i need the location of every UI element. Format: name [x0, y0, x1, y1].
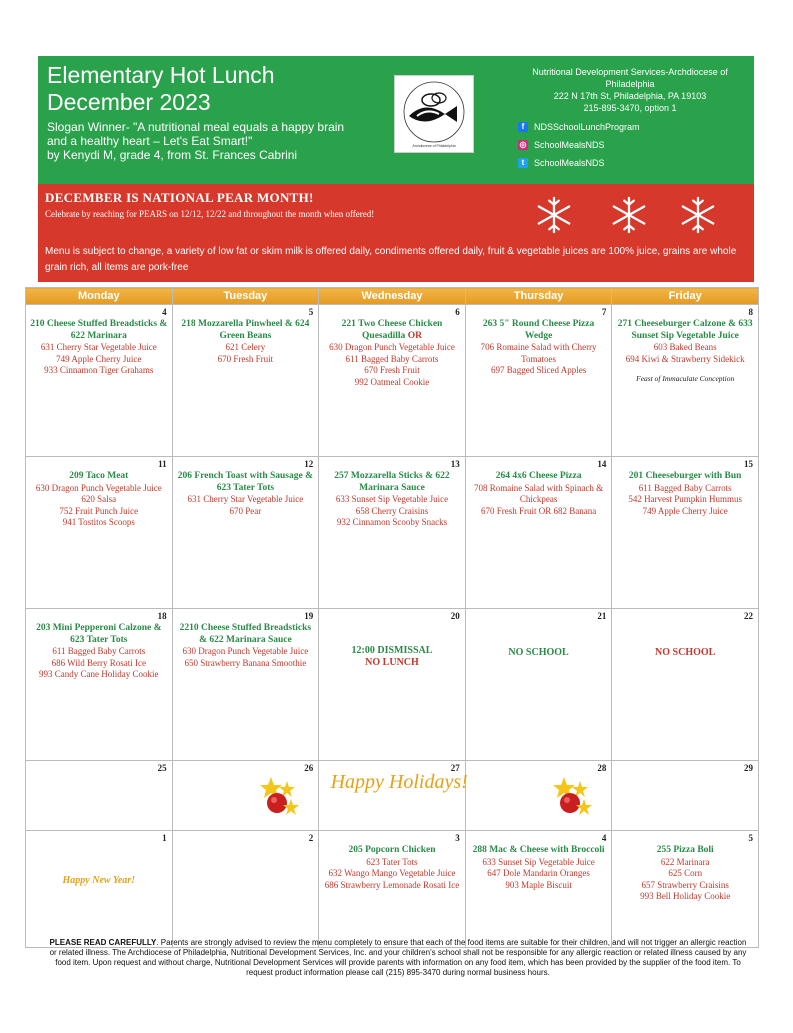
day-cell — [172, 609, 319, 761]
entree-or: OR — [407, 330, 422, 341]
day-number: 21 — [597, 611, 607, 621]
day-number: 4 — [162, 307, 167, 317]
day-number: 15 — [744, 459, 753, 469]
happy-holidays-text: Happy Holidays! — [330, 771, 468, 793]
side-item: 611 Bagged Baby Carrots — [345, 353, 439, 364]
ornament-icon — [550, 775, 592, 817]
day-cell — [319, 761, 466, 831]
day-cell — [26, 457, 173, 609]
side-item: 686 Wild Berry Rosati Ice — [51, 657, 147, 668]
dismissal-notice: 12:00 DISMISSAL — [351, 645, 433, 656]
header-banner — [38, 56, 754, 184]
day-header-monday: Monday — [26, 288, 173, 305]
banner-subtitle: Celebrate by reaching for PEARS on 12/12, 12/22 and throughout the month when offered! — [45, 209, 375, 219]
day-number: 4 — [601, 833, 607, 843]
side-item: 542 Harvest Pumpkin Hummus — [628, 494, 743, 504]
day-number: 7 — [601, 307, 607, 317]
org-name: Nutritional Development Services-Archdiocese of Philadelphia — [532, 67, 728, 89]
entree: 201 Cheeseburger with Bun — [628, 471, 742, 481]
pear-month-banner — [38, 184, 754, 282]
facebook-handle: NDSSchoolLunchProgram — [534, 122, 640, 132]
day-cell — [172, 305, 319, 457]
day-header-friday: Friday — [612, 288, 759, 305]
side-item: 623 Tater Tots — [366, 856, 418, 867]
side-item: 697 Bagged Sliced Apples — [490, 365, 587, 375]
entree: 264 4x6 Cheese Pizza — [495, 471, 582, 481]
side-item: 903 Maple Biscuit — [505, 879, 572, 890]
slogan-author: by Kenydi M, grade 4, from St. Frances Cabrini — [47, 148, 298, 162]
week-row — [26, 831, 759, 948]
no-school-notice: NO SCHOOL — [655, 647, 716, 658]
side-item: 630 Dragon Punch Vegetable Juice — [329, 342, 455, 352]
side-item: 620 Salsa — [81, 494, 117, 504]
side-item: 633 Sunset Sip Vegetable Juice — [335, 494, 449, 504]
twitter-icon: t — [518, 158, 528, 168]
no-school-notice: NO SCHOOL — [508, 647, 569, 658]
side-item: 993 Candy Cane Holiday Cookie — [39, 669, 159, 679]
day-cell — [319, 457, 466, 609]
entree: 271 Cheeseburger Calzone & 633 Sunset Sip Vegetable Juice — [617, 319, 753, 341]
day-number: 26 — [304, 763, 314, 773]
day-cell — [172, 457, 319, 609]
day-header-tuesday: Tuesday — [172, 288, 319, 305]
slogan-text: Slogan Winner- "A nutritional meal equals a happy brain and a healthy heart – Let's Eat Smart!" — [47, 120, 345, 148]
ornament-icon — [257, 775, 299, 817]
entree: 203 Mini Pepperoni Calzone & 623 Tater Tots — [36, 623, 162, 645]
side-item: 603 Baked Beans — [653, 342, 717, 352]
facebook-link[interactable] — [518, 118, 748, 136]
entree: 218 Mozzarella Pinwheel & 624 Green Beans — [181, 319, 310, 341]
side-item: 941 Tostitos Scoops — [62, 517, 135, 527]
org-address: 222 N 17th St, Philadelphia, PA 19103 — [553, 91, 707, 101]
twitter-link[interactable] — [518, 154, 748, 172]
day-number: 27 — [450, 763, 460, 773]
day-cell — [465, 761, 612, 831]
entree: 205 Popcorn Chicken — [348, 845, 436, 855]
entree — [323, 319, 461, 342]
side-item: 992 Oatmeal Cookie — [354, 376, 430, 387]
side-item: 631 Cherry Star Vegetable Juice — [40, 342, 157, 352]
day-number: 13 — [450, 459, 460, 469]
side-item: 670 Fresh Fruit OR 682 Banana — [480, 505, 597, 516]
day-number: 1 — [162, 833, 167, 843]
disclaimer — [48, 938, 748, 978]
instagram-handle: SchoolMealsNDS — [534, 140, 605, 150]
day-cell — [465, 609, 612, 761]
day-cell — [319, 305, 466, 457]
side-item: 625 Corn — [668, 868, 703, 878]
fish-logo-icon — [395, 76, 473, 152]
entree: 209 Taco Meat — [69, 471, 129, 481]
week-row — [26, 457, 759, 609]
day-number: 8 — [748, 307, 753, 317]
side-item: 630 Dragon Punch Vegetable Juice — [182, 646, 309, 656]
side-item: 993 Bell Holiday Cookie — [640, 891, 731, 901]
side-item: 749 Apple Cherry Juice — [56, 353, 142, 364]
side-item: 708 Romaine Salad with Spinach & Chickpeas — [473, 482, 604, 504]
side-item: 611 Bagged Baby Carrots — [638, 482, 732, 493]
side-item: 752 Fruit Punch Juice — [59, 505, 139, 516]
holiday-week-row — [26, 761, 759, 831]
banner-title: DECEMBER IS NATIONAL PEAR MONTH! — [45, 190, 314, 205]
day-number: 14 — [597, 459, 607, 469]
side-item: 694 Kiwi & Strawberry Sidekick — [625, 353, 745, 364]
happy-new-year-text: Happy New Year! — [62, 875, 136, 886]
side-item: 670 Fresh Fruit — [364, 365, 420, 375]
day-cell — [612, 457, 759, 609]
entree: 210 Cheese Stuffed Breadsticks & 622 Marinara — [30, 319, 168, 341]
entree: 206 French Toast with Sausage & 623 Tater Tots — [177, 471, 313, 493]
side-item: 647 Dole Mandarin Oranges — [487, 868, 590, 878]
title-line-2: December 2023 — [47, 89, 211, 115]
side-item: 622 Marinara — [660, 856, 710, 867]
day-header-thursday: Thursday — [465, 288, 612, 305]
twitter-handle: SchoolMealsNDS — [534, 158, 605, 168]
feast-note: Feast of Immaculate Conception — [636, 374, 735, 383]
side-item: 932 Cinnamon Scooby Snacks — [336, 517, 448, 527]
day-number: 11 — [158, 459, 167, 469]
side-item: 611 Bagged Baby Carrots — [52, 646, 146, 656]
day-number: 20 — [450, 611, 460, 621]
entree: 2210 Cheese Stuffed Breadsticks & 622 Marinara Sauce — [179, 623, 312, 645]
side-item: 621 Celery — [225, 342, 266, 352]
day-number: 29 — [744, 763, 753, 773]
social-links — [518, 118, 748, 180]
day-number: 2 — [308, 833, 314, 843]
day-cell — [612, 305, 759, 457]
menu-note: Menu is subject to change, a variety of low fat or skim milk is offered daily, condiments offered daily, fruit & vegetable juices are 100% juice, grains are whole grain rich, all items are pork-free — [45, 246, 737, 273]
title-line-1: Elementary Hot Lunch — [47, 62, 275, 88]
day-number: 5 — [748, 833, 753, 843]
instagram-link[interactable] — [518, 136, 748, 154]
side-item: 933 Cinnamon Tiger Grahams — [44, 365, 154, 375]
day-number: 5 — [308, 307, 314, 317]
entree: 255 Pizza Boli — [656, 845, 714, 855]
side-item: 657 Strawberry Craisins — [641, 879, 729, 890]
day-cell — [319, 831, 466, 948]
entree: 257 Mozzarella Sticks & 622 Marinara Sauce — [334, 471, 450, 493]
day-number: 6 — [455, 307, 460, 317]
page-title — [47, 62, 275, 116]
slogan — [47, 120, 367, 162]
day-header-wednesday: Wednesday — [319, 288, 466, 305]
day-number: 19 — [304, 611, 314, 621]
entree-text: 221 Two Cheese Chicken Quesadilla — [341, 319, 443, 341]
side-item: 632 Wango Mango Vegetable Juice — [328, 868, 456, 878]
day-number: 12 — [304, 459, 314, 469]
snowflake-icon — [679, 196, 717, 234]
day-cell — [26, 609, 173, 761]
day-cell — [172, 831, 319, 948]
day-cell — [465, 457, 612, 609]
week-row — [26, 305, 759, 457]
org-info — [512, 66, 748, 114]
side-item: 670 Pear — [229, 505, 262, 516]
day-number: 18 — [157, 611, 167, 621]
facebook-icon: f — [518, 122, 528, 132]
day-cell — [612, 761, 759, 831]
day-cell — [319, 609, 466, 761]
disclaimer-lead: PLEASE READ CAREFULLY — [49, 938, 157, 947]
day-number: 28 — [597, 763, 607, 773]
day-cell — [26, 761, 173, 831]
day-cell — [465, 831, 612, 948]
side-item: 686 Strawberry Lemonade Rosati Ice — [324, 879, 460, 890]
side-item: 658 Cherry Craisins — [355, 505, 429, 516]
day-cell — [26, 831, 173, 948]
side-item: 706 Romaine Salad with Cherry Tomatoes — [480, 342, 597, 364]
side-item: 630 Dragon Punch Vegetable Juice — [35, 482, 162, 493]
snowflake-icon — [610, 196, 648, 234]
entree: 288 Mac & Cheese with Broccoli — [472, 845, 605, 855]
weekday-header-row — [26, 288, 759, 305]
side-item: 631 Cherry Star Vegetable Juice — [187, 494, 304, 504]
day-cell — [172, 761, 319, 831]
side-item: 749 Apple Cherry Juice — [642, 505, 728, 516]
side-item: 670 Fresh Fruit — [217, 353, 274, 364]
no-lunch-notice: NO LUNCH — [365, 656, 419, 668]
menu-calendar — [25, 287, 759, 948]
instagram-icon: ◎ — [519, 140, 527, 149]
day-cell — [465, 305, 612, 457]
day-cell — [26, 305, 173, 457]
side-item: 650 Strawberry Banana Smoothie — [184, 657, 307, 668]
day-cell — [612, 831, 759, 948]
snowflake-icon — [535, 196, 573, 234]
entree: 263 5" Round Cheese Pizza Wedge — [482, 319, 595, 341]
side-item: 633 Sunset Sip Vegetable Juice — [482, 856, 595, 867]
disclaimer-text: . Parents are strongly advised to review the menu completely to ensure that each of the food items are suitable for their children, and will not trigger an allergic reaction or related illness. The Archdiocese of Philadelphia, Nutritional Development Services, Inc. and your children's school shall not be responsible for any allergic reaction or related illness caused by any food item. Upon request and without charge, Nutritional Development Services will provide parents with information on any food item, which has been provided by the supplier of the food item. To request product information please call (215) 895-3470 during normal business hours. — [49, 938, 747, 977]
day-number: 3 — [455, 833, 460, 843]
day-cell — [612, 609, 759, 761]
org-phone: 215-895-3470, option 1 — [583, 103, 677, 113]
week-row — [26, 609, 759, 761]
nds-logo — [394, 75, 474, 153]
day-number: 22 — [744, 611, 753, 621]
day-number: 25 — [157, 763, 167, 773]
logo-caption: Archdiocese of Philadelphia — [412, 144, 456, 148]
